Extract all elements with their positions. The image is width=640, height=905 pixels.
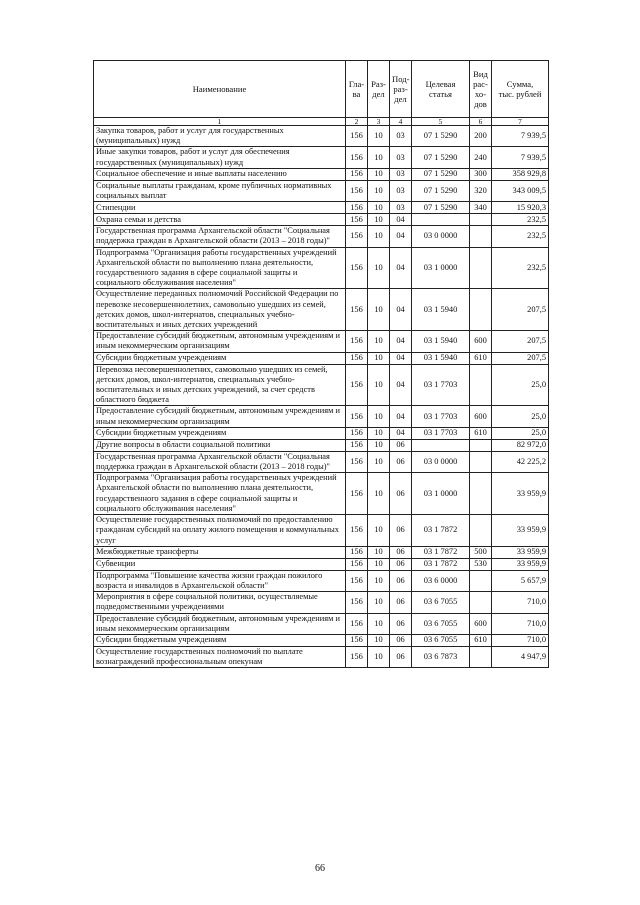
row-expense-type: 600 — [470, 331, 492, 352]
table-row — [94, 226, 549, 247]
row-podrazdel: 06 — [390, 473, 412, 515]
row-podrazdel: 06 — [390, 634, 412, 646]
row-amount: 343 009,5 — [492, 180, 549, 201]
row-amount: 33 959,9 — [492, 515, 549, 547]
row-glava: 156 — [346, 515, 368, 547]
row-target-article: 03 0 0000 — [412, 451, 470, 472]
row-glava: 156 — [346, 352, 368, 364]
row-podrazdel: 03 — [390, 126, 412, 147]
row-target-article: 03 1 7872 — [412, 546, 470, 558]
row-amount: 710,0 — [492, 613, 549, 634]
row-razdel: 10 — [368, 168, 390, 180]
row-podrazdel: 04 — [390, 427, 412, 439]
row-target-article: 03 1 7872 — [412, 515, 470, 547]
column-number: 7 — [492, 118, 549, 126]
row-glava: 156 — [346, 473, 368, 515]
row-glava: 156 — [346, 364, 368, 406]
row-razdel: 10 — [368, 352, 390, 364]
row-glava: 156 — [346, 646, 368, 667]
row-amount: 232,5 — [492, 226, 549, 247]
column-number: 6 — [470, 118, 492, 126]
row-expense-type — [470, 451, 492, 472]
row-name: Социальное обеспечение и иные выплаты населению — [94, 168, 346, 180]
row-target-article: 03 1 7703 — [412, 364, 470, 406]
row-razdel: 10 — [368, 634, 390, 646]
table-row — [94, 646, 549, 667]
row-name: Мероприятия в сфере социальной политики, осуществляемые подведомственными учреждениями — [94, 592, 346, 613]
row-expense-type — [470, 473, 492, 515]
row-target-article: 07 1 5290 — [412, 180, 470, 201]
row-name: Подпрограмма "Повышение качества жизни граждан пожилого возраста и инвалидов в Архангельской области" — [94, 570, 346, 591]
row-target-article: 03 1 7703 — [412, 406, 470, 427]
row-amount: 7 939,5 — [492, 147, 549, 168]
row-amount: 232,5 — [492, 247, 549, 289]
row-target-article: 03 6 7055 — [412, 634, 470, 646]
row-expense-type — [470, 364, 492, 406]
row-razdel: 10 — [368, 570, 390, 591]
column-number: 2 — [346, 118, 368, 126]
row-glava: 156 — [346, 226, 368, 247]
row-razdel: 10 — [368, 546, 390, 558]
budget-table — [93, 60, 549, 668]
header-razdel: Раз- дел — [368, 61, 390, 118]
row-podrazdel: 03 — [390, 147, 412, 168]
row-expense-type: 610 — [470, 427, 492, 439]
row-target-article: 03 0 0000 — [412, 226, 470, 247]
table-row — [94, 126, 549, 147]
table-row — [94, 147, 549, 168]
row-razdel: 10 — [368, 439, 390, 451]
row-podrazdel: 06 — [390, 451, 412, 472]
row-amount: 710,0 — [492, 634, 549, 646]
row-expense-type — [470, 214, 492, 226]
row-amount: 25,0 — [492, 364, 549, 406]
row-name: Субсидии бюджетным учреждениям — [94, 634, 346, 646]
row-glava: 156 — [346, 546, 368, 558]
row-expense-type: 610 — [470, 352, 492, 364]
row-target-article: 03 1 0000 — [412, 247, 470, 289]
row-razdel: 10 — [368, 289, 390, 331]
row-razdel: 10 — [368, 515, 390, 547]
row-razdel: 10 — [368, 247, 390, 289]
row-expense-type — [470, 289, 492, 331]
table-row — [94, 546, 549, 558]
row-podrazdel: 04 — [390, 364, 412, 406]
row-amount: 232,5 — [492, 214, 549, 226]
row-glava: 156 — [346, 247, 368, 289]
table-row — [94, 168, 549, 180]
table-row — [94, 451, 549, 472]
table-row — [94, 214, 549, 226]
table-row — [94, 180, 549, 201]
row-expense-type: 320 — [470, 180, 492, 201]
row-name: Осуществление государственных полномочий по предоставлению гражданам субсидий на оплату жилого помещения и коммунальных услуг — [94, 515, 346, 547]
row-target-article: 03 6 7055 — [412, 592, 470, 613]
row-name: Межбюджетные трансферты — [94, 546, 346, 558]
row-razdel: 10 — [368, 558, 390, 570]
row-name: Подпрограмма "Организация работы государственных учреждений Архангельской области по выполнению плана деятельности, государственного задания в сфере социальной защиты и социального обслуживания населения" — [94, 473, 346, 515]
row-target-article: 07 1 5290 — [412, 202, 470, 214]
row-name: Охрана семьи и детства — [94, 214, 346, 226]
header-glava: Гла- ва — [346, 61, 368, 118]
row-podrazdel: 03 — [390, 180, 412, 201]
row-amount: 5 657,9 — [492, 570, 549, 591]
row-amount: 207,5 — [492, 352, 549, 364]
row-target-article: 03 1 5940 — [412, 289, 470, 331]
table-row — [94, 473, 549, 515]
table-row — [94, 515, 549, 547]
row-podrazdel: 03 — [390, 202, 412, 214]
table-row — [94, 613, 549, 634]
row-amount: 33 959,9 — [492, 558, 549, 570]
row-name: Осуществление государственных полномочий по выплате вознаграждений профессиональным опекунам — [94, 646, 346, 667]
row-name: Субвенции — [94, 558, 346, 570]
table-row — [94, 406, 549, 427]
row-name: Подпрограмма "Организация работы государственных учреждений Архангельской области по выполнению плана деятельности, государственного задания в сфере социальной защиты и социального обслуживания населения" — [94, 247, 346, 289]
row-razdel: 10 — [368, 427, 390, 439]
row-name: Предоставление субсидий бюджетным, автономным учреждениям и иным некоммерческим организациям — [94, 406, 346, 427]
row-podrazdel: 04 — [390, 214, 412, 226]
row-glava: 156 — [346, 289, 368, 331]
row-target-article: 03 1 0000 — [412, 473, 470, 515]
row-name: Осуществление переданных полномочий Российской Федерации по перевозке несовершеннолетних, самовольно ушедших из семей, детских домов, школ-интернатов, специальных учебно-воспитательных и иных детских учреждений — [94, 289, 346, 331]
row-razdel: 10 — [368, 364, 390, 406]
row-name: Предоставление субсидий бюджетным, автономным учреждениям и иным некоммерческим организациям — [94, 613, 346, 634]
row-expense-type: 200 — [470, 126, 492, 147]
row-amount: 207,5 — [492, 289, 549, 331]
row-podrazdel: 04 — [390, 352, 412, 364]
table-row — [94, 202, 549, 214]
row-razdel: 10 — [368, 147, 390, 168]
row-podrazdel: 06 — [390, 558, 412, 570]
row-glava: 156 — [346, 214, 368, 226]
row-amount: 33 959,9 — [492, 546, 549, 558]
table-row — [94, 289, 549, 331]
row-glava: 156 — [346, 439, 368, 451]
table-row — [94, 247, 549, 289]
row-amount: 25,0 — [492, 406, 549, 427]
row-name: Государственная программа Архангельской области "Социальная поддержка граждан в Архангельской области (2013 – 2018 годы)" — [94, 226, 346, 247]
header-expense-type: Вид рас- хо- дов — [470, 61, 492, 118]
row-target-article: 03 6 7873 — [412, 646, 470, 667]
row-amount: 25,0 — [492, 427, 549, 439]
row-glava: 156 — [346, 558, 368, 570]
row-expense-type: 300 — [470, 168, 492, 180]
row-podrazdel: 06 — [390, 439, 412, 451]
row-target-article — [412, 214, 470, 226]
column-number: 5 — [412, 118, 470, 126]
row-podrazdel: 06 — [390, 646, 412, 667]
row-amount: 7 939,5 — [492, 126, 549, 147]
row-name: Предоставление субсидий бюджетным, автономным учреждениям и иным некоммерческим организациям — [94, 331, 346, 352]
row-expense-type: 500 — [470, 546, 492, 558]
table-row — [94, 570, 549, 591]
row-glava: 156 — [346, 147, 368, 168]
row-razdel: 10 — [368, 214, 390, 226]
row-razdel: 10 — [368, 613, 390, 634]
row-amount: 33 959,9 — [492, 473, 549, 515]
row-glava: 156 — [346, 126, 368, 147]
row-amount: 15 920,3 — [492, 202, 549, 214]
row-target-article: 07 1 5290 — [412, 168, 470, 180]
row-amount: 82 972,0 — [492, 439, 549, 451]
row-podrazdel: 06 — [390, 570, 412, 591]
row-target-article: 03 6 7055 — [412, 613, 470, 634]
row-target-article: 03 6 0000 — [412, 570, 470, 591]
row-razdel: 10 — [368, 592, 390, 613]
row-podrazdel: 06 — [390, 515, 412, 547]
row-name: Субсидии бюджетным учреждениям — [94, 427, 346, 439]
header-target-article: Целевая статья — [412, 61, 470, 118]
column-number: 4 — [390, 118, 412, 126]
row-podrazdel: 04 — [390, 289, 412, 331]
header-podrazdel: Под- раз- дел — [390, 61, 412, 118]
header-amount: Сумма, тыс. рублей — [492, 61, 549, 118]
page-number: 66 — [315, 863, 325, 874]
row-glava: 156 — [346, 634, 368, 646]
header-row — [94, 61, 549, 118]
row-razdel: 10 — [368, 406, 390, 427]
row-expense-type: 340 — [470, 202, 492, 214]
row-glava: 156 — [346, 592, 368, 613]
row-podrazdel: 06 — [390, 613, 412, 634]
row-name: Социальные выплаты гражданам, кроме публичных нормативных социальных выплат — [94, 180, 346, 201]
row-expense-type — [470, 226, 492, 247]
table-row — [94, 592, 549, 613]
row-podrazdel: 04 — [390, 331, 412, 352]
row-name: Перевозка несовершеннолетних, самовольно ушедших из семей, детских домов, школ-интернатов, специальных учебно-воспитательных и иных детских учреждений, за счет средств областного бюджета — [94, 364, 346, 406]
row-name: Другие вопросы в области социальной политики — [94, 439, 346, 451]
table-row — [94, 427, 549, 439]
row-target-article: 07 1 5290 — [412, 126, 470, 147]
row-glava: 156 — [346, 331, 368, 352]
row-target-article — [412, 439, 470, 451]
row-razdel: 10 — [368, 473, 390, 515]
row-name: Иные закупки товаров, работ и услуг для обеспечения государственных (муниципальных) нужд — [94, 147, 346, 168]
row-glava: 156 — [346, 427, 368, 439]
row-name: Государственная программа Архангельской области "Социальная поддержка граждан в Архангельской области (2013 – 2018 годы)" — [94, 451, 346, 472]
column-number: 3 — [368, 118, 390, 126]
row-glava: 156 — [346, 168, 368, 180]
row-glava: 156 — [346, 406, 368, 427]
row-glava: 156 — [346, 180, 368, 201]
row-podrazdel: 04 — [390, 247, 412, 289]
row-expense-type — [470, 247, 492, 289]
row-glava: 156 — [346, 570, 368, 591]
row-razdel: 10 — [368, 646, 390, 667]
row-expense-type: 600 — [470, 613, 492, 634]
table-row — [94, 439, 549, 451]
column-number: 1 — [94, 118, 346, 126]
row-razdel: 10 — [368, 451, 390, 472]
row-expense-type — [470, 592, 492, 613]
row-amount: 358 929,8 — [492, 168, 549, 180]
row-expense-type — [470, 646, 492, 667]
row-expense-type: 240 — [470, 147, 492, 168]
row-name: Стипендии — [94, 202, 346, 214]
row-razdel: 10 — [368, 331, 390, 352]
row-target-article: 03 1 7872 — [412, 558, 470, 570]
row-expense-type — [470, 570, 492, 591]
row-target-article: 07 1 5290 — [412, 147, 470, 168]
row-name: Закупка товаров, работ и услуг для государственных (муниципальных) нужд — [94, 126, 346, 147]
row-expense-type — [470, 515, 492, 547]
row-amount: 207,5 — [492, 331, 549, 352]
row-target-article: 03 1 7703 — [412, 427, 470, 439]
row-razdel: 10 — [368, 180, 390, 201]
table-row — [94, 634, 549, 646]
row-name: Субсидии бюджетным учреждениям — [94, 352, 346, 364]
row-razdel: 10 — [368, 126, 390, 147]
row-expense-type: 530 — [470, 558, 492, 570]
table-row — [94, 352, 549, 364]
table-row — [94, 364, 549, 406]
row-expense-type: 610 — [470, 634, 492, 646]
row-target-article: 03 1 5940 — [412, 331, 470, 352]
row-glava: 156 — [346, 451, 368, 472]
column-number-row — [94, 118, 549, 126]
header-name: Наименование — [94, 61, 346, 118]
row-podrazdel: 06 — [390, 546, 412, 558]
row-podrazdel: 03 — [390, 168, 412, 180]
row-expense-type: 600 — [470, 406, 492, 427]
row-amount: 4 947,9 — [492, 646, 549, 667]
row-amount: 710,0 — [492, 592, 549, 613]
row-glava: 156 — [346, 613, 368, 634]
row-podrazdel: 06 — [390, 592, 412, 613]
row-podrazdel: 04 — [390, 406, 412, 427]
row-podrazdel: 04 — [390, 226, 412, 247]
row-razdel: 10 — [368, 226, 390, 247]
table-row — [94, 558, 549, 570]
table-body — [94, 126, 549, 668]
row-razdel: 10 — [368, 202, 390, 214]
row-amount: 42 225,2 — [492, 451, 549, 472]
row-glava: 156 — [346, 202, 368, 214]
row-target-article: 03 1 5940 — [412, 352, 470, 364]
row-expense-type — [470, 439, 492, 451]
table-row — [94, 331, 549, 352]
